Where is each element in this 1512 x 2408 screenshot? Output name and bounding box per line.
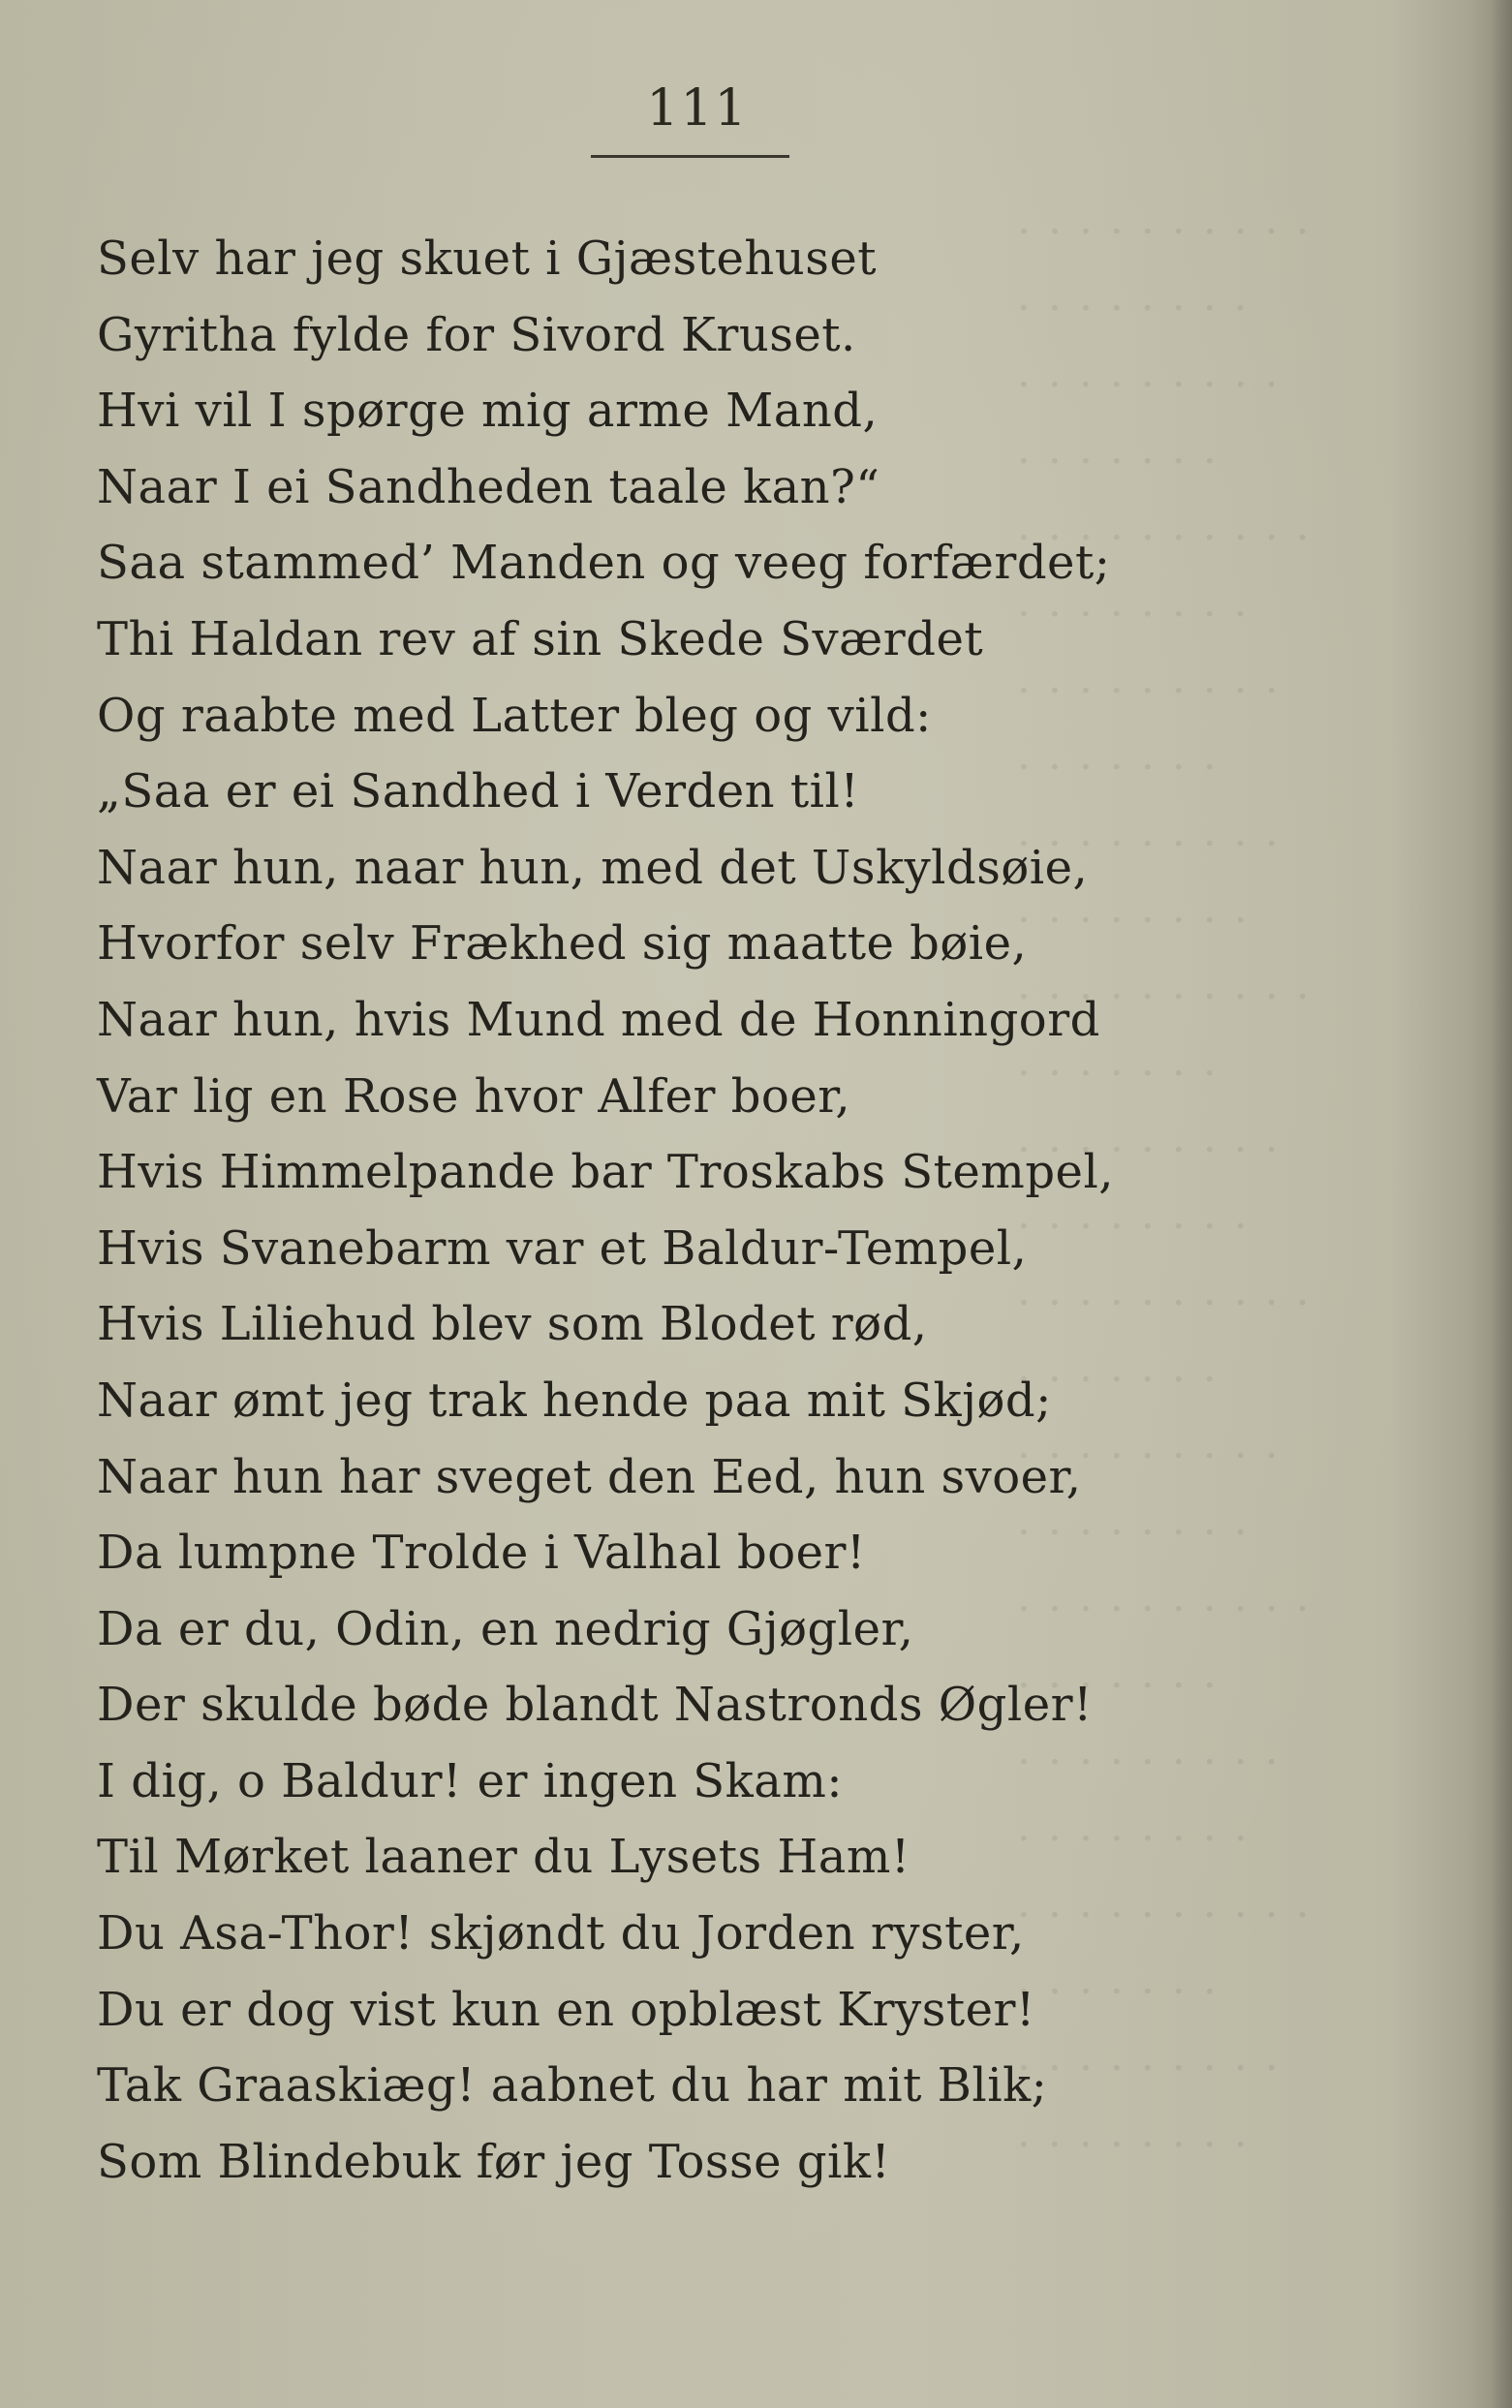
- poem-line: Som Blindebuk før jeg Tosse gik!: [97, 2134, 891, 2189]
- poem-line: Naar hun, hvis Mund med de Honningord: [97, 992, 1100, 1047]
- poem-line: Gyritha fylde for Sivord Kruset.: [97, 307, 856, 362]
- poem-line: Hvorfor selv Frækhed sig maatte bøie,: [97, 916, 1028, 972]
- bleed-through-text: · · · · · · · · · · · · · · · · · · · · · · · · · · · · · · · · · · · · · · · · · · · · · · · · · · · · · · · · · · · · · · · · · · · · · · · · · · · · · · · · · · · · · · · · · · · · · · · · · · · · · · · · · · · · · · · · · · · · · · · · · · · · · · · · · · · · · · · · · · · · · · · · · · · · · · · · · · · · · · · · · · · · · · · · · · · · · · · · · · · · · · · · · · · · · · · · · · · · · · · · · · · · · · · · · · · · · · · · · · · · ·: [1017, 207, 1311, 2170]
- poem-line: Du er dog vist kun en opblæst Kryster!: [97, 1982, 1035, 2037]
- poem-line: I dig, o Baldur! er ingen Skam:: [97, 1753, 844, 1808]
- poem-line: Der skulde bøde blandt Nastronds Øgler!: [97, 1678, 1093, 1733]
- poem-line: Naar I ei Sandheden taale kan?“: [97, 459, 880, 514]
- page-number: 111: [646, 79, 749, 138]
- poem-line: Selv har jeg skuet i Gjæstehuset: [97, 232, 878, 286]
- poem-line: „Saa er ei Sandhed i Verden til!: [97, 764, 860, 819]
- poem-line: Og raabte med Latter bleg og vild:: [97, 688, 932, 743]
- poem-line: Thi Haldan rev af sin Skede Sværdet: [97, 611, 984, 666]
- poem-line: Naar hun, naar hun, med det Uskyldsøie,: [97, 840, 1089, 895]
- poem-text: [97, 221, 1115, 2200]
- poem-line: Hvi vil I spørge mig arme Mand,: [97, 384, 879, 439]
- poem-line: Var lig en Rose hvor Alfer boer,: [97, 1068, 851, 1124]
- poem-line: Naar ømt jeg trak hende paa mit Skjød;: [97, 1373, 1052, 1428]
- poem-line: Saa stammed’ Manden og veeg forfærdet;: [97, 536, 1111, 591]
- poem-line: Du Asa-Thor! skjøndt du Jorden ryster,: [97, 1906, 1025, 1961]
- poem-line: Hvis Himmelpande bar Troskabs Stempel,: [97, 1145, 1115, 1200]
- poem-line: Til Mørket laaner du Lysets Ham!: [97, 1830, 910, 1885]
- poem-line: Tak Graaskiæg! aabnet du har mit Blik;: [97, 2058, 1048, 2114]
- poem-line: Da lumpne Trolde i Valhal boer!: [97, 1526, 866, 1581]
- page-edge-shadow: [1491, 0, 1512, 2408]
- poem-line: Hvis Svanebarm var et Baldur-Tempel,: [97, 1220, 1028, 1276]
- poem-line: Hvis Liliehud blev som Blodet rød,: [97, 1297, 928, 1352]
- poem-line: Da er du, Odin, en nedrig Gjøgler,: [97, 1601, 914, 1656]
- poem-line: Naar hun har sveget den Eed, hun svoer,: [97, 1449, 1082, 1504]
- header-rule: [591, 155, 789, 158]
